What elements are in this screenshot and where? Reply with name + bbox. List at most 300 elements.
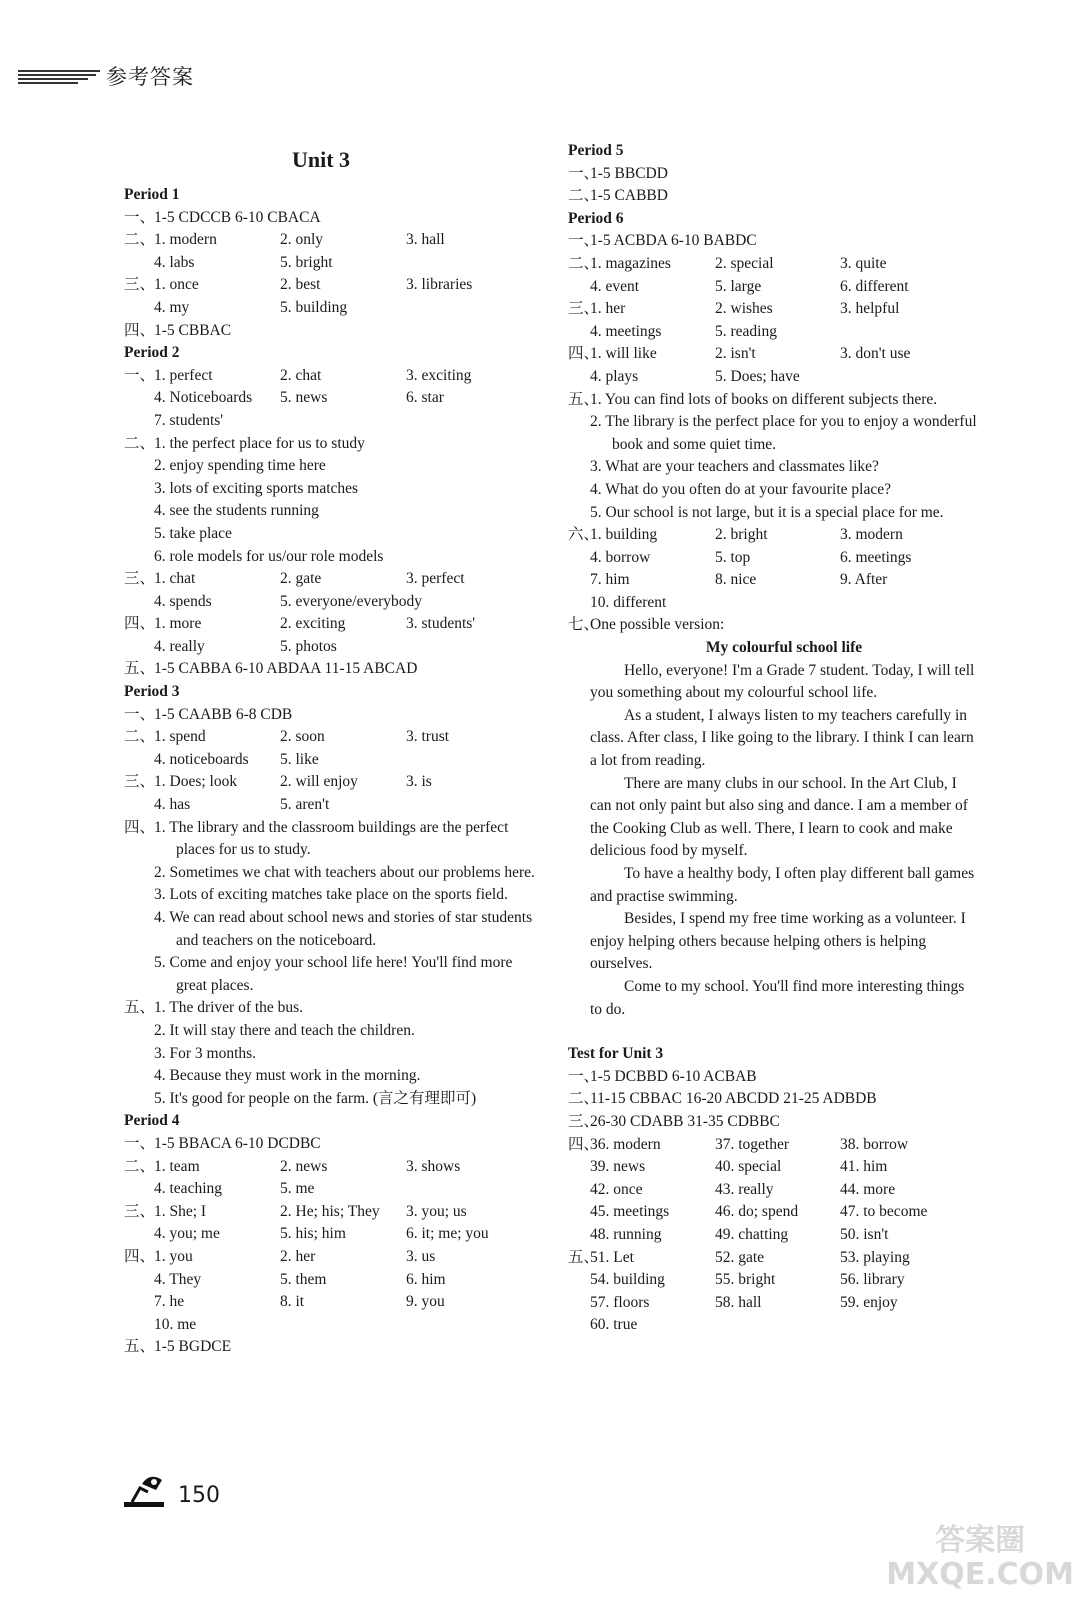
- answer-text: [124, 817, 544, 862]
- answer-item: 4. teaching: [154, 1180, 223, 1198]
- answer-row: [124, 658, 544, 681]
- answer-item: 60. true: [590, 1316, 638, 1334]
- answer-item: 3. For 3 months.: [154, 1044, 257, 1062]
- question-number: [124, 1291, 154, 1314]
- question-number: [568, 456, 590, 479]
- answer-item: 46. do; spend: [715, 1203, 799, 1221]
- question-number: 一、: [568, 164, 600, 182]
- answer-item: 4. borrow: [590, 548, 651, 566]
- answer-sentence: 5. Our school is not large, but it is a special place for me.: [590, 503, 944, 521]
- question-number: [124, 591, 154, 614]
- answer-item: 4. labs: [154, 253, 195, 271]
- question-number: 五、: [568, 1248, 600, 1266]
- answer-row: [124, 365, 544, 388]
- answer-sentence: 5. Come and enjoy your school life here! You'll find more great places.: [154, 954, 513, 994]
- watermark-line2: MXQE.COM: [886, 1557, 1074, 1592]
- answer-item: 3. What are your teachers and classmates like?: [590, 458, 879, 476]
- answer-item: 3. modern: [840, 526, 903, 544]
- question-number: [124, 387, 154, 410]
- answer-item: 5. bright: [280, 253, 333, 271]
- section-heading: Period 1: [124, 186, 180, 203]
- question-number: 五、: [568, 390, 600, 408]
- answer-row-wrapped: [568, 389, 978, 412]
- question-number: [568, 1269, 590, 1292]
- answer-row: [124, 1156, 544, 1179]
- question-number: 一、: [124, 208, 156, 226]
- answer-item: 26-30 CDABB 31-35 CDBBC: [590, 1112, 780, 1130]
- answer-row-wrapped: [124, 862, 544, 885]
- answer-item: 3. students': [406, 615, 476, 633]
- answer-text: [568, 389, 978, 412]
- question-number: 五、: [124, 660, 156, 678]
- question-number: [124, 1223, 154, 1246]
- answer-item: 3. exciting: [406, 366, 472, 384]
- question-number: 三、: [124, 570, 156, 588]
- answer-row: [124, 1223, 544, 1246]
- answer-item: 43. really: [715, 1180, 774, 1198]
- answer-text: [124, 952, 544, 997]
- answer-row: [124, 1314, 544, 1337]
- question-number: 四、: [124, 615, 156, 633]
- answer-row: [124, 1020, 544, 1043]
- answer-item: 1. once: [154, 276, 199, 294]
- answer-row: [124, 613, 544, 636]
- section-heading: Period 5: [568, 142, 624, 159]
- question-number: 三、: [124, 773, 156, 791]
- answer-item: 1-5 CDCCB 6-10 CBACA: [154, 208, 321, 226]
- answer-item: 2. wishes: [715, 300, 773, 318]
- answer-item: 4. Noticeboards: [154, 389, 253, 407]
- answer-item: 1. modern: [154, 231, 217, 249]
- answer-item: 5. me: [280, 1180, 315, 1198]
- answer-row: [124, 274, 544, 297]
- answer-sentence: 3. Lots of exciting matches take place on the sports field.: [154, 886, 508, 904]
- answer-row: [124, 207, 544, 230]
- answer-item: 40. special: [715, 1158, 782, 1176]
- question-number: [124, 1269, 154, 1292]
- question-number: 二、: [568, 187, 600, 205]
- answer-row: [124, 749, 544, 772]
- answer-item: 1. will like: [590, 345, 657, 363]
- answer-text: [568, 411, 978, 456]
- answer-item: 1. building: [590, 526, 658, 544]
- section-heading: Period 2: [124, 344, 180, 362]
- essay-paragraph: Besides, I spend my free time working as a volunteer. I enjoy helping others because helping others is helping ourselves.: [590, 910, 966, 973]
- answer-item: 3. don't use: [840, 345, 911, 363]
- answer-item: 1. Does; look: [154, 773, 238, 791]
- answer-row: [124, 433, 544, 456]
- answer-text: [124, 884, 544, 907]
- question-number: [568, 276, 590, 299]
- answer-item: 3. is: [406, 773, 432, 791]
- answer-item: 1. spend: [154, 728, 206, 746]
- answer-sentence: 1. The library and the classroom buildings are the perfect places for us to study.: [154, 818, 509, 859]
- answer-item: 42. once: [590, 1180, 643, 1198]
- answer-item: 57. floors: [590, 1293, 650, 1311]
- answer-item: 5. building: [280, 298, 348, 316]
- answer-row: [124, 704, 544, 727]
- answer-item: 49. chatting: [715, 1225, 789, 1243]
- answer-item: 1-5 CBBAC: [154, 321, 232, 339]
- answer-row: [124, 1065, 544, 1088]
- answer-item: 38. borrow: [840, 1135, 909, 1153]
- answer-item: 7. students': [154, 411, 224, 429]
- answer-sentence: 2. The library is the perfect place for you to enjoy a wonderful book and some quiet time.: [590, 413, 977, 453]
- answer-item: 2. only: [280, 231, 324, 249]
- answer-row: [124, 794, 544, 817]
- answer-row: [568, 547, 978, 570]
- question-number: [124, 1065, 154, 1088]
- question-number: [124, 500, 154, 523]
- answer-item: 1-5 ACBDA 6-10 BABDC: [590, 232, 757, 250]
- answer-item: 56. library: [840, 1271, 905, 1289]
- answer-item: 58. hall: [715, 1293, 762, 1311]
- answer-item: 4. event: [590, 277, 640, 295]
- answer-text: [568, 502, 978, 525]
- answer-sentence: 2. Sometimes we chat with teachers about our problems here.: [154, 863, 535, 881]
- question-number: 三、: [568, 1112, 600, 1130]
- question-number: [568, 1314, 590, 1337]
- question-number: 七、: [568, 616, 600, 634]
- answer-row: [124, 410, 544, 433]
- answer-row: [124, 1178, 544, 1201]
- answer-item: 2. news: [280, 1157, 328, 1175]
- lamp-icon: [122, 1470, 168, 1508]
- question-number: [568, 1179, 590, 1202]
- answer-item: 1-5 CABBA 6-10 ABDAA 11-15 ABCAD: [154, 660, 418, 678]
- answer-item: 2. It will stay there and teach the children.: [154, 1021, 415, 1039]
- essay-body: [568, 660, 978, 1022]
- answer-row: [124, 229, 544, 252]
- question-number: [124, 410, 154, 433]
- essay-paragraph: As a student, I always listen to my teachers carefully in class. After class, I like going to the library. I think I can learn a lot from reading.: [590, 706, 974, 770]
- question-number: [124, 1088, 154, 1111]
- answer-item: 48. running: [590, 1225, 662, 1243]
- answer-item: 4. my: [154, 298, 190, 316]
- essay-paragraph: There are many clubs in our school. In the Art Club, I can not only paint but also sing and dance. I am a member of the Cooking Club as well. There, I learn to cook and make delicious food by myself.: [590, 774, 968, 860]
- answer-item: 44. more: [840, 1180, 896, 1198]
- answer-item: 3. helpful: [840, 300, 900, 318]
- answer-item: 2. exciting: [280, 615, 346, 633]
- answer-item: 10. different: [590, 593, 667, 611]
- answer-row: [124, 997, 544, 1020]
- answer-item: 6. it; me; you: [406, 1225, 489, 1243]
- answer-item: 8. it: [280, 1293, 305, 1311]
- answer-row: [568, 1247, 978, 1270]
- answer-item: 2. her: [280, 1247, 316, 1265]
- answer-item: 4. meetings: [590, 322, 662, 340]
- header-title: 参考答案: [106, 65, 194, 89]
- section-heading: Period 4: [124, 1112, 180, 1130]
- answer-item: 6. star: [406, 389, 444, 407]
- answer-row: [124, 1291, 544, 1314]
- answer-item: 37. together: [715, 1135, 790, 1153]
- answer-row: [124, 320, 544, 343]
- answer-row: [568, 569, 978, 592]
- unit-title: Unit 3: [292, 147, 351, 172]
- question-number: [124, 546, 154, 569]
- answer-item: 7. he: [154, 1293, 185, 1311]
- answer-item: 1. The driver of the bus.: [154, 999, 304, 1017]
- question-number: 五、: [124, 1338, 156, 1356]
- answer-row: [568, 253, 978, 276]
- question-number: 四、: [124, 818, 156, 836]
- answer-item: 1. her: [590, 300, 626, 318]
- answer-item: 2. soon: [280, 728, 325, 746]
- question-number: [124, 478, 154, 501]
- question-number: [124, 794, 154, 817]
- question-number: [568, 1201, 590, 1224]
- answer-item: 5. photos: [280, 637, 337, 655]
- question-number: [124, 1314, 154, 1337]
- answer-row: [124, 1088, 544, 1111]
- answer-row: [124, 1201, 544, 1224]
- answer-row: [568, 592, 978, 615]
- answer-text: [124, 862, 544, 885]
- section-heading: Test for Unit 3: [568, 1045, 664, 1063]
- essay-paragraph: Come to my school. You'll find more interesting things to do.: [590, 977, 965, 1018]
- question-number: [124, 523, 154, 546]
- answer-item: 41. him: [840, 1158, 888, 1176]
- answer-item: 7. him: [590, 571, 630, 589]
- answer-item: 5. large: [715, 277, 762, 295]
- question-number: [568, 1292, 590, 1315]
- answer-item: 8. nice: [715, 571, 757, 589]
- answer-row-wrapped: [124, 907, 544, 952]
- answer-item: 1. more: [154, 615, 202, 633]
- answer-item: 55. bright: [715, 1271, 776, 1289]
- answer-row: [568, 321, 978, 344]
- answer-row: [568, 1088, 978, 1111]
- answer-item: 5. Does; have: [715, 367, 800, 385]
- answer-row: [124, 1336, 544, 1359]
- answer-item: 39. news: [590, 1158, 646, 1176]
- answer-row: [124, 500, 544, 523]
- answer-row: [568, 456, 978, 479]
- question-number: [568, 366, 590, 389]
- answer-item: 3. trust: [406, 728, 450, 746]
- answer-item: 5. like: [280, 750, 319, 768]
- question-number: 四、: [124, 1247, 156, 1265]
- answer-item: 5. them: [280, 1270, 327, 1288]
- answer-row: [568, 1156, 978, 1179]
- answer-row: [124, 1246, 544, 1269]
- answer-item: 1. magazines: [590, 254, 671, 272]
- question-number: 四、: [568, 1135, 600, 1153]
- question-number: 二、: [568, 1090, 600, 1108]
- watermark-line1: 答案圈: [935, 1523, 1026, 1558]
- answer-item: 6. different: [840, 277, 909, 295]
- question-number: 三、: [568, 300, 600, 318]
- answer-item: 3. us: [406, 1247, 436, 1265]
- answer-item: 2. chat: [280, 366, 322, 384]
- page-footer: [122, 1470, 220, 1508]
- answer-row: [568, 1179, 978, 1202]
- answer-item: 2. He; his; They: [280, 1202, 380, 1220]
- answer-item: 2. best: [280, 276, 321, 294]
- answer-row: [568, 524, 978, 547]
- answer-item: 5. It's good for people on the farm. (言之有理即可): [154, 1089, 477, 1107]
- question-number: [568, 1224, 590, 1247]
- answer-item: 52. gate: [715, 1248, 765, 1266]
- answer-row: [124, 478, 544, 501]
- answer-row: [124, 1269, 544, 1292]
- answer-row: [568, 1292, 978, 1315]
- answer-item: 3. perfect: [406, 570, 465, 588]
- essay-paragraph: Hello, everyone! I'm a Grade 7 student. Today, I will tell you something about my colourful school life.: [590, 661, 975, 702]
- answer-item: One possible version:: [590, 616, 725, 634]
- question-number: 一、: [568, 1067, 600, 1085]
- answer-sentence: 4. We can read about school news and stories of star students and teachers on the noticeboard.: [154, 909, 533, 949]
- essay-title: My colourful school life: [705, 639, 863, 657]
- answer-row: [124, 1133, 544, 1156]
- question-number: [124, 1178, 154, 1201]
- answer-row: [568, 479, 978, 502]
- answer-item: 2. enjoy spending time here: [154, 457, 326, 475]
- answer-row: [568, 1111, 978, 1134]
- answer-item: 5. top: [715, 548, 751, 566]
- answer-item: 2. isn't: [715, 345, 756, 363]
- answer-column-right: [568, 140, 978, 1337]
- question-number: 二、: [124, 231, 156, 249]
- question-number: 二、: [124, 728, 156, 746]
- answer-item: 50. isn't: [840, 1225, 889, 1243]
- answer-row: [568, 614, 978, 637]
- answer-item: 54. building: [590, 1271, 665, 1289]
- question-number: 一、: [124, 1134, 156, 1152]
- question-number: [568, 479, 590, 502]
- question-number: 五、: [124, 999, 156, 1017]
- answer-row: [124, 591, 544, 614]
- question-number: 二、: [124, 434, 156, 452]
- answer-row: [568, 163, 978, 186]
- question-number: 二、: [568, 254, 600, 272]
- answer-item: 1. She; I: [154, 1202, 207, 1220]
- answer-item: 1-5 CABBD: [590, 187, 668, 205]
- question-number: [124, 1020, 154, 1043]
- essay-paragraph: To have a healthy body, I often play different ball games and practise swimming.: [590, 865, 975, 905]
- answer-item: 4. noticeboards: [154, 750, 249, 768]
- answer-row: [568, 366, 978, 389]
- question-number: 六、: [568, 526, 600, 544]
- answer-item: 9. After: [840, 571, 888, 589]
- answer-text: [124, 907, 544, 952]
- answer-item: 45. meetings: [590, 1203, 670, 1221]
- answer-item: 3. you; us: [406, 1202, 467, 1220]
- answer-row: [124, 726, 544, 749]
- answer-item: 1. chat: [154, 570, 196, 588]
- answer-item: 36. modern: [590, 1135, 661, 1153]
- answer-item: 1-5 CAABB 6-8 CDB: [154, 705, 293, 723]
- answer-row: [124, 455, 544, 478]
- answer-item: 3. quite: [840, 254, 887, 272]
- answer-item: 3. libraries: [406, 276, 473, 294]
- question-number: 一、: [124, 705, 156, 723]
- answer-item: 4. you; me: [154, 1225, 220, 1243]
- answer-item: 11-15 CBBAC 16-20 ABCDD 21-25 ADBDB: [590, 1090, 877, 1108]
- answer-item: 5. take place: [154, 524, 232, 542]
- answer-row: [124, 636, 544, 659]
- answer-row: [568, 298, 978, 321]
- question-number: 一、: [568, 232, 600, 250]
- answer-item: 4. Because they must work in the morning.: [154, 1067, 421, 1085]
- answer-row: [568, 1134, 978, 1157]
- answer-item: 4. They: [154, 1270, 202, 1288]
- answer-row: [124, 1043, 544, 1066]
- answer-row: [568, 185, 978, 208]
- answer-row: [124, 252, 544, 275]
- answer-row: [124, 546, 544, 569]
- answer-item: 1-5 BGDCE: [154, 1338, 232, 1356]
- answer-item: 4. spends: [154, 592, 212, 610]
- answer-item: 47. to become: [840, 1203, 928, 1221]
- answer-item: 5. everyone/everybody: [280, 592, 423, 610]
- question-number: [568, 592, 590, 615]
- answer-item: 4. see the students running: [154, 502, 319, 520]
- answer-item: 2. will enjoy: [280, 773, 358, 791]
- answer-row: [124, 568, 544, 591]
- section-heading: Period 6: [568, 209, 624, 227]
- answer-item: 4. has: [154, 796, 191, 814]
- answer-row: [568, 1314, 978, 1337]
- answer-row: [124, 297, 544, 320]
- answer-row: [124, 771, 544, 794]
- answer-row: [568, 1269, 978, 1292]
- answer-item: 3. hall: [406, 231, 445, 249]
- question-number: [568, 569, 590, 592]
- answer-row: [568, 276, 978, 299]
- answer-item: 6. role models for us/our role models: [154, 547, 384, 565]
- answer-item: 2. special: [715, 254, 774, 272]
- answer-item: 6. meetings: [840, 548, 912, 566]
- answer-item: 4. plays: [590, 367, 639, 385]
- answer-row-wrapped: [124, 952, 544, 997]
- question-number: [568, 321, 590, 344]
- answer-item: 6. him: [406, 1270, 446, 1288]
- question-number: 三、: [124, 276, 156, 294]
- header-lines-decoration: [18, 66, 100, 86]
- answer-column-left: [124, 184, 544, 1359]
- answer-row: [568, 343, 978, 366]
- answer-item: 3. shows: [406, 1157, 461, 1175]
- answer-item: 10. me: [154, 1315, 197, 1333]
- question-number: 四、: [124, 321, 156, 339]
- question-number: [124, 455, 154, 478]
- answer-item: 59. enjoy: [840, 1293, 898, 1311]
- answer-item: 51. Let: [590, 1248, 634, 1266]
- question-number: 四、: [568, 345, 600, 363]
- answer-item: 2. bright: [715, 526, 768, 544]
- answer-row-wrapped: [568, 502, 978, 525]
- answer-item: 53. playing: [840, 1248, 910, 1266]
- answer-row-wrapped: [124, 884, 544, 907]
- page-number: 150: [178, 1483, 220, 1508]
- answer-row: [568, 1201, 978, 1224]
- answer-row-wrapped: [568, 411, 978, 456]
- answer-item: 1. you: [154, 1247, 193, 1265]
- question-number: 一、: [124, 366, 156, 384]
- answer-sentence: 1. You can find lots of books on different subjects there.: [590, 390, 938, 408]
- answer-row: [124, 387, 544, 410]
- answer-item: 3. lots of exciting sports matches: [154, 479, 359, 497]
- answer-item: 1. team: [154, 1157, 200, 1175]
- question-number: 二、: [124, 1157, 156, 1175]
- answer-item: 9. you: [406, 1293, 445, 1311]
- answer-item: 4. What do you often do at your favourite place?: [590, 480, 892, 498]
- question-number: [568, 1156, 590, 1179]
- answer-item: 1-5 BBCDD: [590, 164, 668, 182]
- answer-item: 1. perfect: [154, 366, 213, 384]
